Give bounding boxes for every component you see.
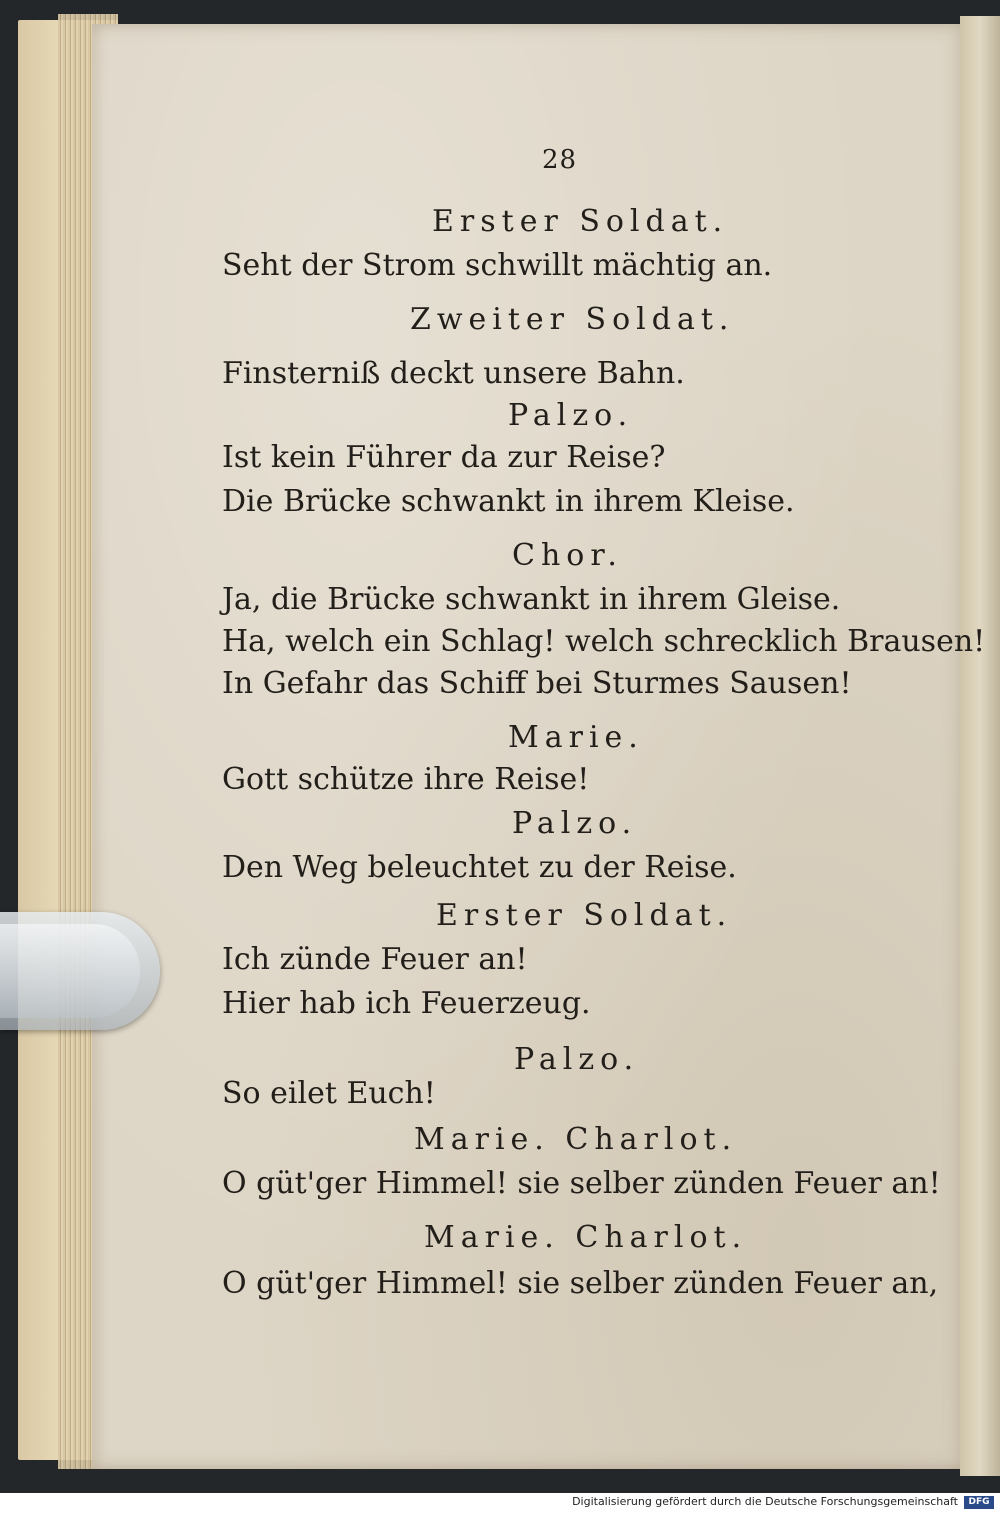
speaker-line: Marie. Charlot. xyxy=(424,1220,748,1255)
verse-line: Gott schütze ihre Reise! xyxy=(222,762,590,797)
verse-line: Ha, welch ein Schlag! welch schrecklich Brausen! xyxy=(222,624,986,659)
verse-line: Finsterniß deckt unsere Bahn. xyxy=(222,356,685,391)
speaker-line: Erster Soldat. xyxy=(432,204,729,239)
speaker-line: Chor. xyxy=(512,538,623,573)
page-clip-highlight xyxy=(0,924,140,1018)
verse-line: O güt'ger Himmel! sie selber zünden Feuer an, xyxy=(222,1266,939,1301)
footer-credit: Digitalisierung gefördert durch die Deutsche Forschungsgemeinschaft xyxy=(572,1495,958,1508)
verse-line: Ja, die Brücke schwankt in ihrem Gleise. xyxy=(222,582,841,617)
verse-line: Ich zünde Feuer an! xyxy=(222,942,528,977)
speaker-line: Palzo. xyxy=(512,806,638,841)
speaker-line: Zweiter Soldat. xyxy=(410,302,735,337)
verse-line: Den Weg beleuchtet zu der Reise. xyxy=(222,850,737,885)
speaker-line: Marie. Charlot. xyxy=(414,1122,738,1157)
verse-line: Ist kein Führer da zur Reise? xyxy=(222,440,666,475)
dfg-logo-icon: DFG xyxy=(964,1496,994,1509)
verse-line: In Gefahr das Schiff bei Sturmes Sausen! xyxy=(222,666,852,701)
verse-line: Die Brücke schwankt in ihrem Kleise. xyxy=(222,484,795,519)
speaker-line: Erster Soldat. xyxy=(436,898,733,933)
speaker-line: Palzo. xyxy=(514,1042,640,1077)
verse-line: So eilet Euch! xyxy=(222,1076,436,1111)
verse-line: O güt'ger Himmel! sie selber zünden Feuer an! xyxy=(222,1166,941,1201)
speaker-line: Marie. xyxy=(508,720,644,755)
page-clip xyxy=(0,912,160,1030)
page-number: 28 xyxy=(542,145,578,175)
digitization-footer xyxy=(0,1493,1000,1513)
verse-line: Seht der Strom schwillt mächtig an. xyxy=(222,248,773,283)
verse-line: Hier hab ich Feuerzeug. xyxy=(222,986,591,1021)
speaker-line: Palzo. xyxy=(508,398,634,433)
